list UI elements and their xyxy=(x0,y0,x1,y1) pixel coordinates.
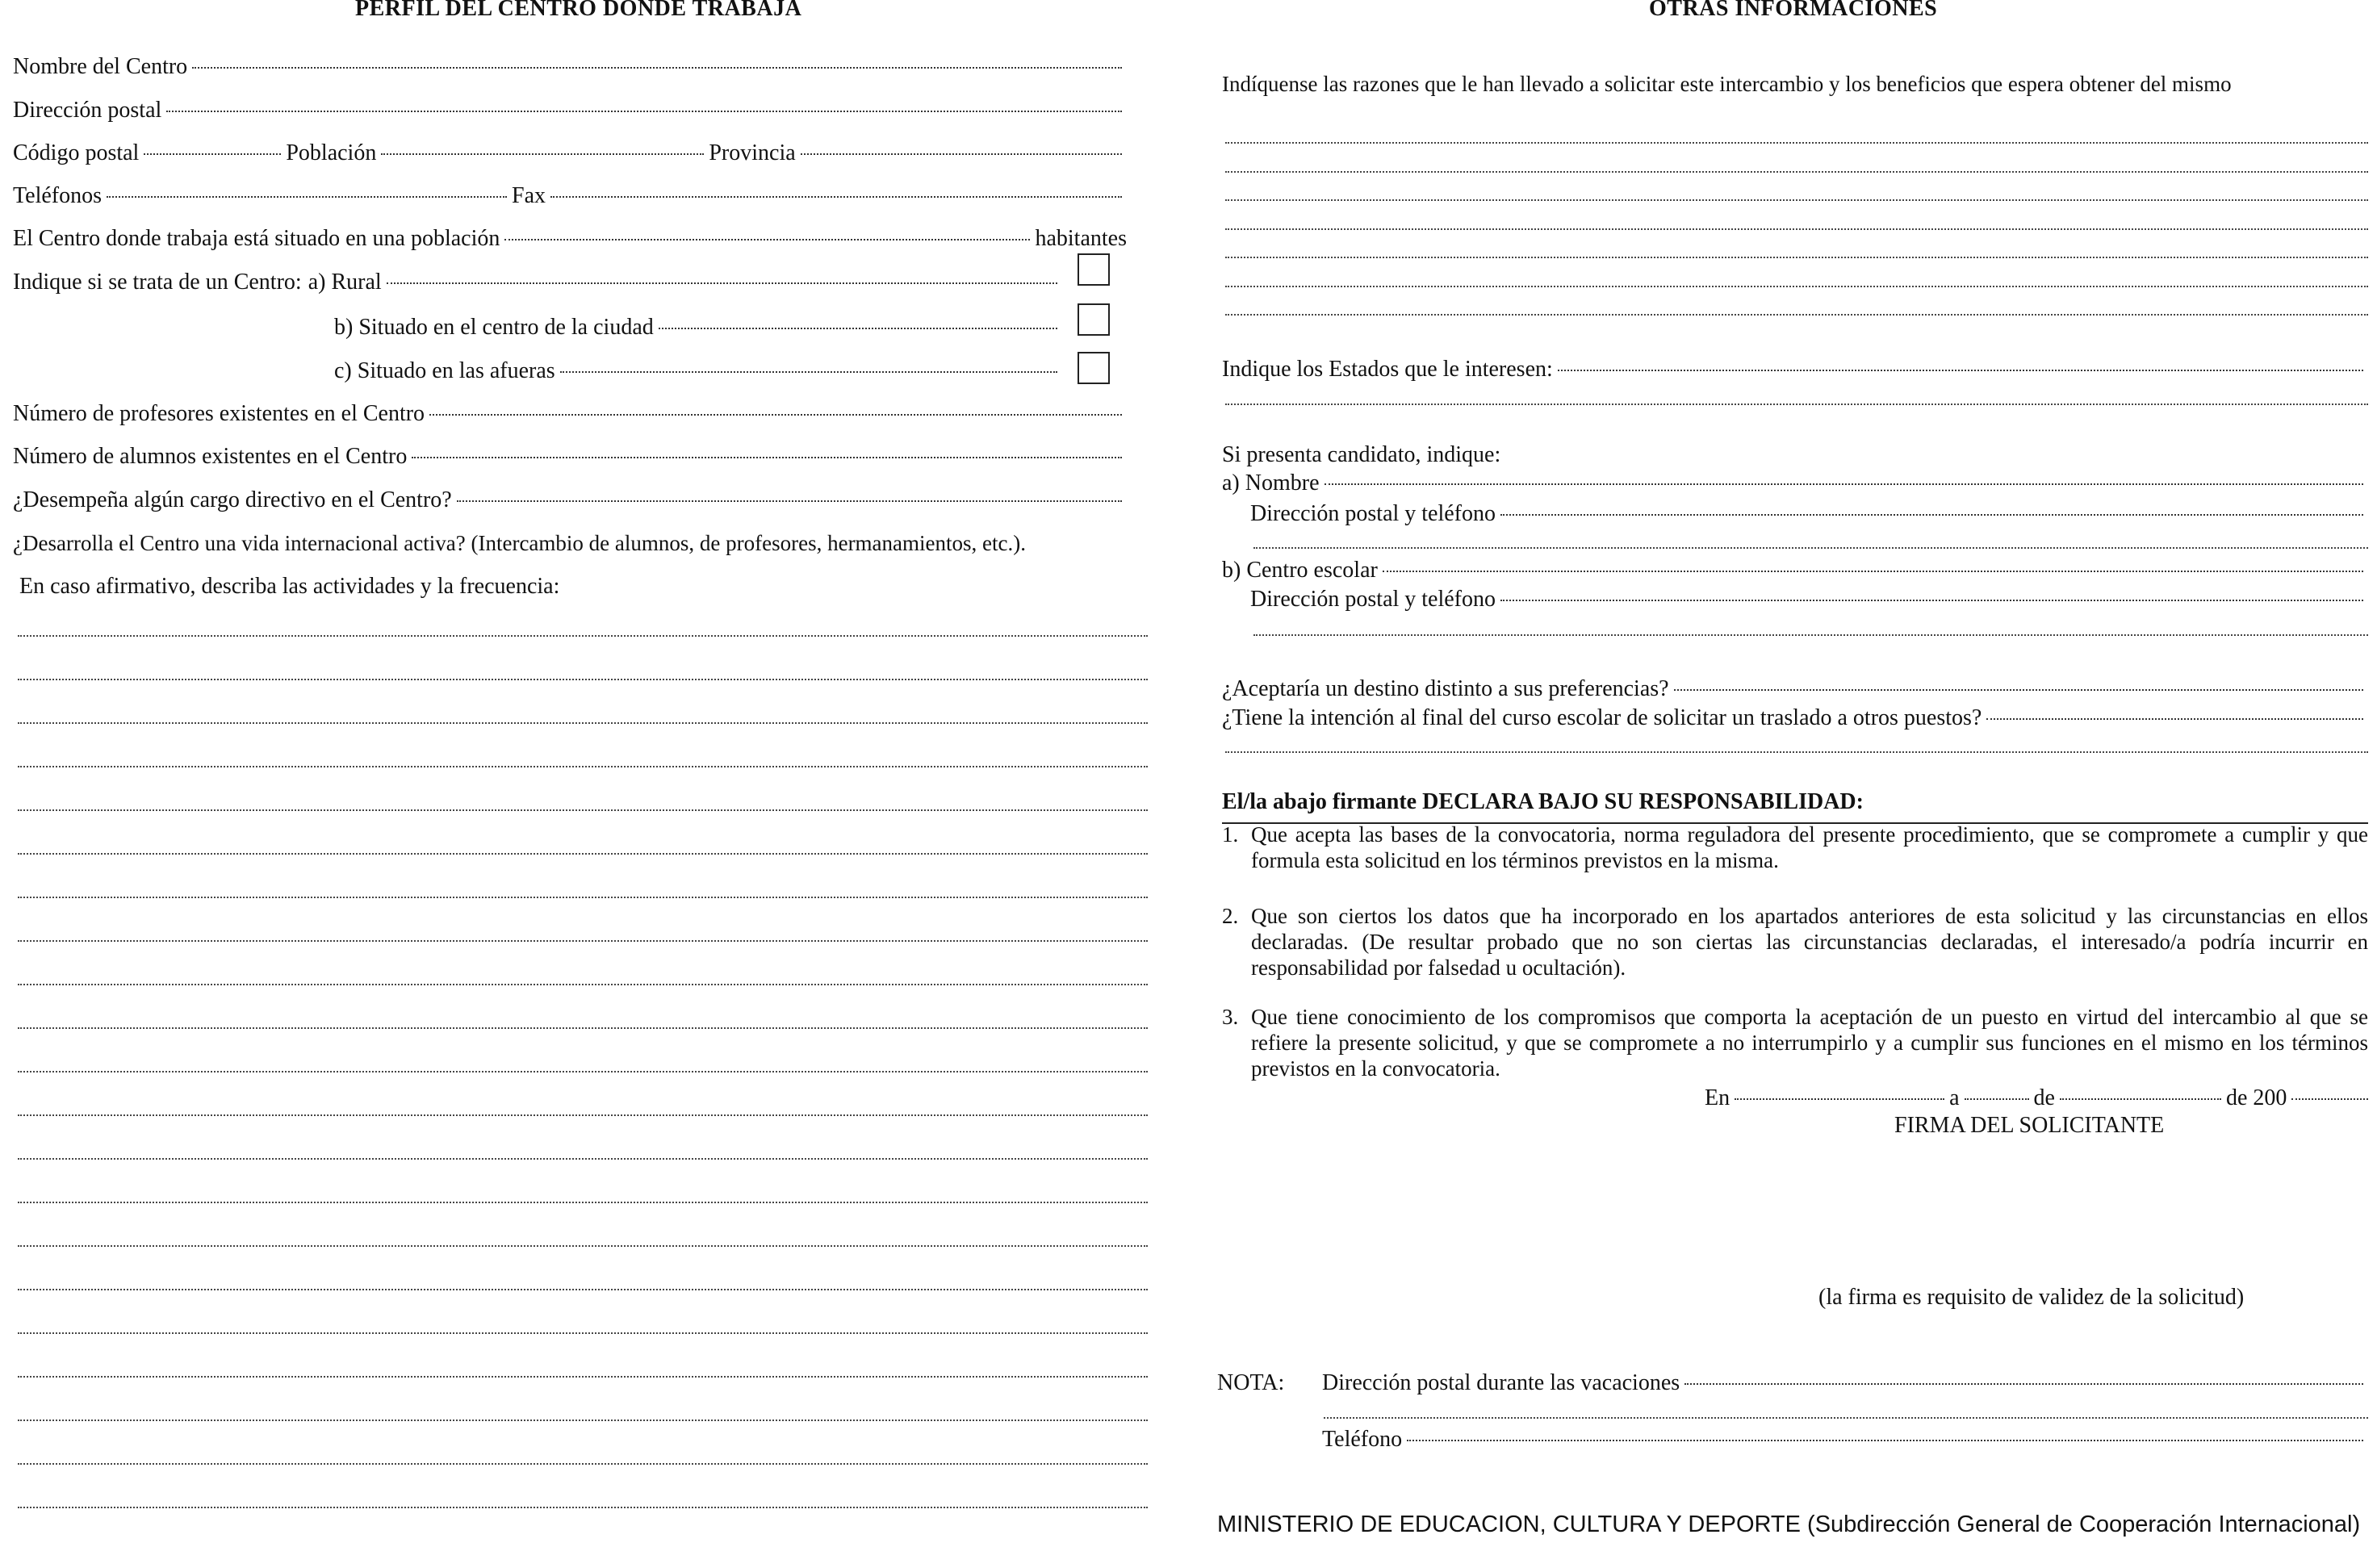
firma-solicitante-row xyxy=(1894,1112,2164,1139)
telefono-vacaciones-dots xyxy=(1407,1440,2363,1441)
declaracion-item-1-num: 1. xyxy=(1222,822,1239,847)
activity-answer-line[interactable] xyxy=(18,1245,1148,1247)
nombre-centro-label: Nombre del Centro xyxy=(13,54,188,79)
traslado-field[interactable] xyxy=(1222,705,2368,732)
activity-answer-line[interactable] xyxy=(18,853,1148,855)
activity-answer-line[interactable] xyxy=(18,1027,1148,1029)
vida-internacional-label: ¿Desarrolla el Centro una vida internacional activa? (Intercambio de alumnos, de profesores, hermanamientos, etc.). xyxy=(13,531,1026,555)
aceptaria-label: ¿Aceptaría un destino distinto a sus preferencias? xyxy=(1222,676,1669,701)
razones-answer-line[interactable] xyxy=(1225,314,2368,316)
firma-nota-label: (la firma es requisito de validez de la solicitud) xyxy=(1818,1285,2245,1310)
direccion-vacaciones-extra-line[interactable] xyxy=(1324,1417,2368,1419)
provincia-field[interactable] xyxy=(801,153,1122,155)
estados-dots xyxy=(1558,370,2363,371)
telefonos-label: Teléfonos xyxy=(13,183,103,208)
si-candidato-row xyxy=(1222,441,2368,469)
ministerio-footer xyxy=(1217,1512,2368,1537)
codigo-postal-label: Código postal xyxy=(13,140,140,165)
candidato-direccion-b-label: Dirección postal y teléfono xyxy=(1250,587,1496,612)
num-profesores-label: Número de profesores existentes en el Centro xyxy=(13,401,425,426)
activity-answer-line[interactable] xyxy=(18,1114,1148,1116)
tipo-centro-row-b xyxy=(334,314,1062,341)
caso-afirmativo-label: En caso afirmativo, describa las actividades y la frecuencia: xyxy=(19,574,560,599)
num-profesores-dots xyxy=(429,414,1122,416)
a-label: a xyxy=(1949,1085,1960,1110)
habitantes-field[interactable] xyxy=(504,239,1030,240)
telefonos-field[interactable] xyxy=(107,196,507,198)
lugar-field[interactable] xyxy=(1735,1098,1944,1100)
activity-answer-line[interactable] xyxy=(18,1376,1148,1378)
de1-label: de xyxy=(2033,1085,2055,1110)
declaracion-heading xyxy=(1222,788,1864,816)
traslado-label: ¿Tiene la intención al final del curso escolar de solicitar un traslado a otros puestos? xyxy=(1222,705,1982,730)
aceptaria-dots xyxy=(1674,689,2363,691)
provincia-label: Provincia xyxy=(709,140,796,165)
activity-answer-line[interactable] xyxy=(18,940,1148,942)
cargo-directivo-label: ¿Desempeña algún cargo directivo en el Centro? xyxy=(13,487,452,512)
candidato-nombre-label: a) Nombre xyxy=(1222,470,1320,495)
declaracion-item-2-num: 2. xyxy=(1222,904,1239,928)
poblacion-habitantes-row xyxy=(13,225,1127,253)
telefonos-row xyxy=(13,182,1127,210)
razones-row xyxy=(1222,71,2368,97)
vida-internacional-row xyxy=(13,530,1159,556)
nombre-centro-field[interactable] xyxy=(13,53,1127,81)
lugar-fecha-row xyxy=(1705,1085,2368,1112)
opt-afueras-dots xyxy=(560,371,1057,373)
afueras-checkbox[interactable] xyxy=(1078,352,1110,384)
declaracion-item-3 xyxy=(1222,1005,2368,1082)
candidato-direccion-b-dots xyxy=(1500,600,2363,601)
activity-answer-line[interactable] xyxy=(18,722,1148,724)
cargo-directivo-dots xyxy=(457,500,1122,502)
candidato-direccion-a-label: Dirección postal y teléfono xyxy=(1250,501,1496,526)
fax-label: Fax xyxy=(512,183,546,208)
si-candidato-label: Si presenta candidato, indique: xyxy=(1222,442,1501,467)
nota-label: NOTA: xyxy=(1217,1370,1285,1395)
left-section-title: PERFIL DEL CENTRO DONDE TRABAJA xyxy=(355,0,802,21)
declaracion-item-1 xyxy=(1222,822,2368,874)
activity-answer-line[interactable] xyxy=(18,1071,1148,1073)
ministerio-text: MINISTERIO DE EDUCACION, CULTURA Y DEPORTE (Subdirección General de Cooperación Internacional) xyxy=(1217,1512,2361,1537)
aceptaria-field[interactable] xyxy=(1222,675,2368,703)
candidato-direccion-a-extra-line[interactable] xyxy=(1253,547,2368,549)
centro-ciudad-checkbox[interactable] xyxy=(1078,303,1110,336)
opt-centro-ciudad-dots xyxy=(659,328,1057,329)
num-alumnos-label: Número de alumnos existentes en el Centro xyxy=(13,444,408,469)
opt-rural-dots xyxy=(387,282,1057,284)
razones-answer-line[interactable] xyxy=(1225,286,2368,287)
activity-answer-line[interactable] xyxy=(18,1289,1148,1290)
activity-answer-line[interactable] xyxy=(18,809,1148,811)
centro-escolar-label: b) Centro escolar xyxy=(1222,558,1378,583)
direccion-postal-dots xyxy=(166,111,1122,112)
declaracion-item-2 xyxy=(1222,904,2368,981)
mes-field[interactable] xyxy=(2060,1098,2221,1100)
declaracion-item-1-text: Que acepta las bases de la convocatoria, norma reguladora del presente procedimiento, que se compromete a cumplir y que formula esta solicitud en los términos previstos en la misma. xyxy=(1251,822,2368,872)
activity-answer-line[interactable] xyxy=(18,635,1148,637)
rural-checkbox[interactable] xyxy=(1078,253,1110,286)
candidato-nombre-field[interactable] xyxy=(1222,470,2368,497)
de2-label: de 200 xyxy=(2225,1085,2287,1110)
centro-escolar-dots xyxy=(1383,571,2363,572)
candidato-direccion-b-field[interactable] xyxy=(1250,586,2368,613)
razones-answer-line[interactable] xyxy=(1225,199,2368,201)
razones-answer-line[interactable] xyxy=(1225,257,2368,258)
activity-answer-line[interactable] xyxy=(18,766,1148,767)
activity-answer-line[interactable] xyxy=(18,1158,1148,1160)
opt-rural-label: a) Rural xyxy=(308,270,382,295)
declara-main: DECLARA BAJO SU RESPONSABILIDAD: xyxy=(1422,789,1864,814)
declara-prefix: El/la abajo firmante xyxy=(1222,789,1417,814)
activity-answer-line[interactable] xyxy=(18,679,1148,680)
right-section-title: OTRAS INFORMACIONES xyxy=(1649,0,1938,21)
estados-label: Indique los Estados que le interesen: xyxy=(1222,357,1553,382)
tipo-centro-row-a xyxy=(13,269,1062,296)
tipo-centro-row-c xyxy=(334,358,1062,385)
direccion-postal-field[interactable] xyxy=(13,97,1127,124)
candidato-direccion-a-field[interactable] xyxy=(1250,500,2368,528)
candidato-nombre-dots xyxy=(1325,483,2363,485)
razones-answer-line[interactable] xyxy=(1225,228,2368,230)
poblacion-field[interactable] xyxy=(381,153,704,155)
activity-answer-line[interactable] xyxy=(18,1420,1148,1421)
num-alumnos-field[interactable] xyxy=(13,443,1127,470)
dia-field[interactable] xyxy=(1965,1098,2029,1100)
direccion-vacaciones-field[interactable] xyxy=(1322,1369,2368,1397)
firma-nota-row xyxy=(1818,1284,2244,1311)
codigo-postal-row xyxy=(13,140,1127,167)
fax-field[interactable] xyxy=(550,196,1122,198)
candidato-direccion-b-extra-line[interactable] xyxy=(1253,634,2368,636)
tipo-centro-label: Indique si se trata de un Centro: xyxy=(13,270,302,295)
firma-solicitante-label: FIRMA DEL SOLICITANTE xyxy=(1894,1113,2165,1138)
traslado-dots xyxy=(1986,718,2363,720)
traslado-extra-line[interactable] xyxy=(1225,751,2368,753)
activity-answer-line[interactable] xyxy=(18,1202,1148,1203)
activity-answer-line[interactable] xyxy=(18,1507,1148,1508)
estados-field[interactable] xyxy=(1222,356,2368,383)
habitantes-label: habitantes xyxy=(1035,226,1127,251)
declaracion-item-3-num: 3. xyxy=(1222,1005,1239,1029)
direccion-vacaciones-dots xyxy=(1684,1383,2363,1385)
candidato-direccion-a-dots xyxy=(1500,514,2363,516)
codigo-postal-field[interactable] xyxy=(144,153,281,155)
nombre-centro-dots xyxy=(192,67,1122,69)
en-label: En xyxy=(1705,1085,1730,1110)
razones-label: Indíquense las razones que le han llevado a solicitar este intercambio y los beneficios que espera obtener del mismo xyxy=(1222,72,2232,96)
razones-answer-line[interactable] xyxy=(1225,142,2368,144)
declaracion-item-3-text: Que tiene conocimiento de los compromisos que comporta la aceptación de un puesto en virtud del intercambio al que se refiere la presente solicitud, y que se compromete a no interrumpirlo y a cumplir sus funciones en el mismo en los términos previstos en la convocatoria. xyxy=(1251,1005,2368,1081)
activity-answer-line[interactable] xyxy=(18,1332,1148,1334)
opt-centro-ciudad-label: b) Situado en el centro de la ciudad xyxy=(334,315,654,340)
centro-escolar-field[interactable] xyxy=(1222,557,2368,584)
situado-poblacion-label: El Centro donde trabaja está situado en una población xyxy=(13,226,500,251)
num-alumnos-dots xyxy=(412,457,1122,458)
anio-field[interactable] xyxy=(2291,1098,2368,1100)
direccion-postal-label: Dirección postal xyxy=(13,98,162,123)
telefono-vacaciones-field[interactable] xyxy=(1322,1426,2368,1453)
caso-afirmativo-row xyxy=(19,573,1133,600)
cargo-directivo-field[interactable] xyxy=(13,487,1127,514)
opt-afueras-label: c) Situado en las afueras xyxy=(334,358,555,383)
num-profesores-field[interactable] xyxy=(13,400,1127,428)
declaracion-item-2-text: Que son ciertos los datos que ha incorporado en los apartados anteriores de esta solicitud y las circunstancias en ellos declaradas. (De resultar probado que no son ciertas las circunstancias declaradas, el interesado/a podría incurrir en responsabilidad por falsedad u ocultación). xyxy=(1251,904,2368,980)
telefono-vacaciones-label: Teléfono xyxy=(1322,1427,1403,1452)
estados-extra-line[interactable] xyxy=(1225,403,2368,405)
activity-answer-line[interactable] xyxy=(18,1463,1148,1465)
activity-answer-line[interactable] xyxy=(18,897,1148,898)
razones-answer-line[interactable] xyxy=(1225,171,2368,173)
activity-answer-line[interactable] xyxy=(18,984,1148,985)
poblacion-label: Población xyxy=(286,140,377,165)
direccion-vacaciones-label: Dirección postal durante las vacaciones xyxy=(1322,1370,1680,1395)
